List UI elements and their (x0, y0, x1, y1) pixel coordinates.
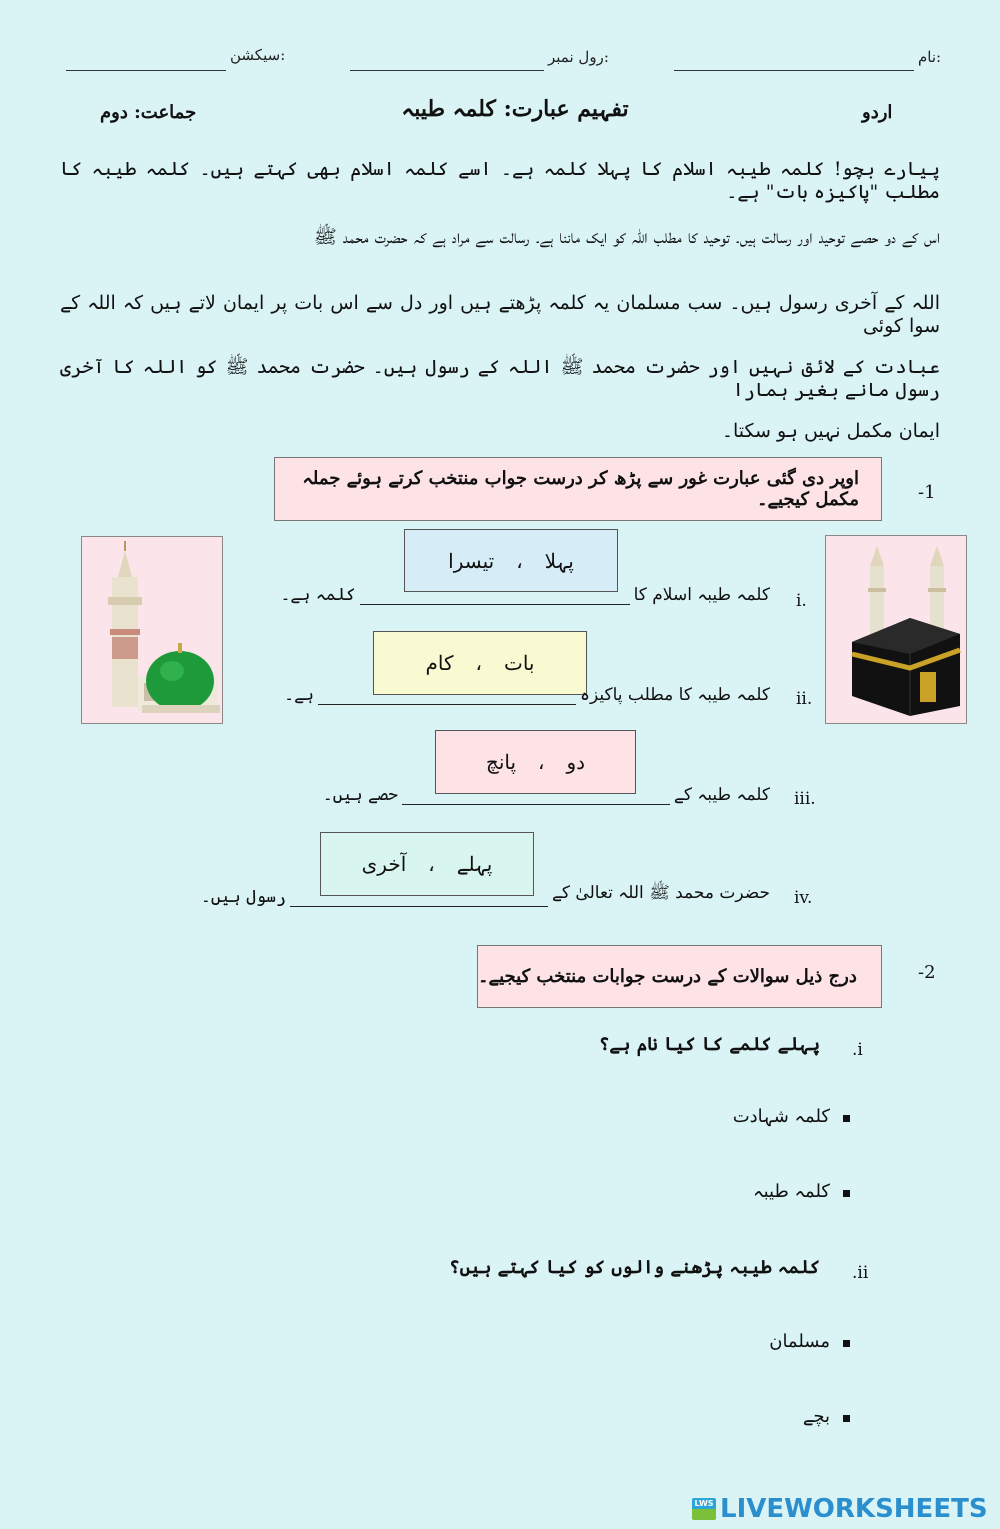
passage-line-3: اللہ کے آخری رسول ہیں۔ سب مسلمان یہ کلمہ پڑھتے ہیں اور دل سے اس بات پر ایمان لاتے ہیں کہ اللہ کے سوا کوئی (60, 292, 940, 337)
item-roman-iv: iv. (794, 888, 813, 908)
option-iii-1[interactable]: دو (566, 750, 586, 774)
question-ii-text: کلمہ طیبہ پڑھنے والوں کو کیا کہتے ہیں؟ (449, 1257, 820, 1278)
option-iv-2[interactable]: آخری (361, 852, 407, 876)
roll-number-field[interactable] (350, 70, 544, 71)
option-ii-2[interactable]: کام (425, 651, 454, 675)
kaaba-illustration (826, 536, 966, 723)
section2-instruction-text: درج ذیل سوالات کے درست جوابات منتخب کیجیے۔ (478, 966, 857, 987)
sentence-ii-before: کلمہ طیبہ کا مطلب پاکیزہ (580, 685, 770, 705)
section2-number: -2 (918, 962, 936, 983)
page-title: تفہیم عبارت: کلمہ طیبہ (401, 96, 629, 122)
question-ii-option-2[interactable]: بچے (802, 1406, 830, 1427)
options-box-i (404, 529, 618, 592)
section1-instruction-text: اوپر دی گئی عبارت غور سے پڑھ کر درست جواب منتخب کرتے ہوئے جملہ مکمل کیجیے۔ (302, 468, 859, 510)
passage-line-4: عبادت کے لائق نہیں اور حضرت محمد ﷺ اللہ کے رسول ہیں۔ حضرت محمد ﷺ کو اللہ کا آخری رسول مانے بغیر ہمارا (60, 356, 940, 401)
option-i-1[interactable]: پہلا (544, 548, 574, 573)
sentence-iii-before: کلمہ طیبہ کے (673, 785, 770, 805)
bullet-square-icon (843, 1115, 850, 1122)
option-i-2[interactable]: تیسرا (448, 548, 495, 573)
bullet-square-icon (843, 1190, 850, 1197)
section2-instruction (477, 945, 882, 1008)
sentence-ii (284, 684, 770, 705)
section1-number: -1 (918, 482, 936, 503)
sentence-iii-after: حصے ہیں۔ (322, 785, 398, 805)
answer-blank-ii[interactable] (318, 690, 576, 705)
option-iv-1[interactable]: پہلے (456, 852, 493, 876)
item-roman-ii: ii. (796, 689, 813, 709)
option-ii-1[interactable]: بات (503, 651, 535, 675)
sentence-iv (201, 882, 770, 907)
roll-number-label: رول نمبر: (548, 48, 609, 66)
name-label: نام: (918, 48, 942, 66)
answer-blank-iv[interactable] (290, 892, 548, 907)
option-separator-icon: ، (428, 852, 435, 876)
item-roman-iii: iii. (794, 789, 816, 809)
section-field[interactable] (66, 70, 226, 71)
answer-blank-i[interactable] (360, 590, 630, 605)
passage-line-5: ایمان مکمل نہیں ہو سکتا۔ (721, 420, 940, 442)
question-roman-i: .i (852, 1040, 863, 1060)
subject-label: اردو (862, 102, 893, 123)
question-roman-ii: .ii (852, 1263, 869, 1283)
sentence-i (280, 584, 770, 605)
bullet-square-icon (843, 1340, 850, 1347)
green-dome-mosque-image (81, 536, 223, 724)
passage-line-2: اس کے دو حصے توحید اور رسالت ہیں۔ توحید کا مطلب اللہ کو ایک ماننا ہے۔ رسالت سے مراد ہے کہ حضرت محمد ﷺ (313, 226, 940, 248)
mosque-illustration (82, 537, 222, 723)
passage-line-1: پیارے بچو! کلمہ طیبہ اسلام کا پہلا کلمہ ہے۔ اسے کلمہ اسلام بھی کہتے ہیں۔ کلمہ طیبہ کا مطلب "پاکیزہ بات" ہے۔ (60, 158, 940, 203)
option-iii-2[interactable]: پانچ (485, 750, 517, 774)
grade-label: جماعت: دوم (100, 102, 197, 123)
option-separator-icon: ، (475, 651, 482, 675)
liveworksheets-text: LIVEWORKSHEETS (720, 1494, 988, 1524)
sentence-iii (323, 784, 770, 805)
sentence-iv-after: رسول ہیں۔ (200, 887, 286, 907)
answer-blank-iii[interactable] (402, 790, 670, 805)
question-i-text: پہلے کلمے کا کیا نام ہے؟ (598, 1034, 820, 1055)
lws-badge-icon: LWS (692, 1498, 716, 1520)
name-field[interactable] (674, 70, 914, 71)
section1-instruction (274, 457, 882, 521)
item-roman-i: i. (796, 591, 807, 611)
sentence-i-after: کلمہ ہے۔ (280, 585, 356, 605)
bullet-square-icon (843, 1415, 850, 1422)
kaaba-image (825, 535, 967, 724)
sentence-iv-before: حضرت محمد ﷺ اللہ تعالیٰ کے (551, 883, 770, 903)
option-separator-icon: ، (538, 750, 545, 774)
liveworksheets-logo (692, 1494, 988, 1524)
question-ii-option-1[interactable]: مسلمان (769, 1331, 830, 1352)
sentence-ii-after: ہے۔ (284, 685, 314, 705)
option-separator-icon: ، (516, 548, 523, 573)
section-label: سیکشن: (230, 46, 286, 64)
question-i-option-1[interactable]: کلمہ شہادت (732, 1106, 830, 1127)
sentence-i-before: کلمہ طیبہ اسلام کا (633, 585, 770, 605)
question-i-option-2[interactable]: کلمہ طیبہ (753, 1181, 830, 1202)
